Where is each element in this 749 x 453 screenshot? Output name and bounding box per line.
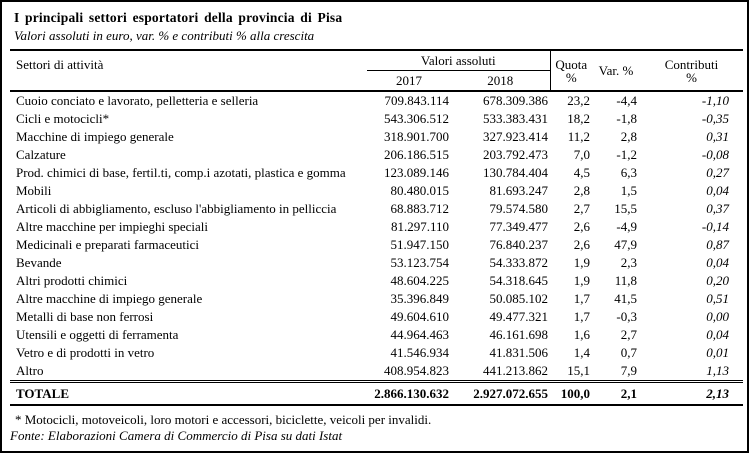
sector-cell: Metalli di base non ferrosi bbox=[16, 309, 154, 324]
var-cell: -4,9 bbox=[616, 219, 637, 234]
var-cell: -4,4 bbox=[616, 93, 637, 108]
page-subtitle: Valori assoluti in euro, var. % e contributi % alla crescita bbox=[14, 28, 315, 43]
sector-cell: Cuoio conciato e lavorato, pelletteria e selleria bbox=[16, 93, 259, 108]
quota-cell: 4,5 bbox=[573, 165, 590, 180]
table-row bbox=[10, 254, 743, 272]
contrib-cell: -0,14 bbox=[701, 219, 729, 234]
table-row bbox=[10, 110, 743, 128]
table-row bbox=[10, 362, 743, 382]
table-row bbox=[10, 91, 743, 110]
value-2017-cell: 49.604.610 bbox=[390, 309, 449, 324]
sector-cell: Altre macchine di impiego generale bbox=[16, 291, 203, 306]
value-2017-cell: 48.604.225 bbox=[390, 273, 449, 288]
contrib-cell: -0,35 bbox=[701, 111, 729, 126]
var-cell: 0,7 bbox=[620, 345, 637, 360]
table-row bbox=[10, 236, 743, 254]
total-quota-cell: 100,0 bbox=[550, 382, 592, 406]
sector-cell: Altro bbox=[16, 363, 44, 378]
value-2017-cell: 318.901.700 bbox=[384, 129, 449, 144]
var-cell: 7,9 bbox=[620, 363, 637, 378]
value-2018-cell: 77.349.477 bbox=[489, 219, 548, 234]
header-contributi-line1: Contributi bbox=[664, 56, 719, 72]
quota-cell: 15,1 bbox=[567, 363, 590, 378]
quota-cell: 2,6 bbox=[573, 219, 590, 234]
sector-cell: Articoli di abbigliamento, escluso l'abbigliamento in pelliccia bbox=[16, 201, 337, 216]
table-row bbox=[10, 200, 743, 218]
quota-cell: 2,6 bbox=[573, 237, 590, 252]
header-quota-line1: Quota bbox=[555, 56, 588, 72]
value-2017-cell: 206.186.515 bbox=[384, 147, 449, 162]
table-row bbox=[10, 164, 743, 182]
header-quota bbox=[550, 50, 592, 91]
total-label: TOTALE bbox=[10, 382, 367, 406]
header-contributi-line2: % bbox=[686, 69, 697, 85]
table-row bbox=[10, 308, 743, 326]
value-2018-cell: 50.085.102 bbox=[489, 291, 548, 306]
quota-cell: 1,4 bbox=[573, 345, 590, 360]
header-year-2018: 2018 bbox=[451, 71, 550, 92]
var-cell: 2,7 bbox=[620, 327, 637, 342]
value-2017-cell: 543.306.512 bbox=[384, 111, 449, 126]
quota-cell: 11,2 bbox=[567, 129, 590, 144]
value-2017-cell: 68.883.712 bbox=[390, 201, 449, 216]
value-2018-cell: 533.383.431 bbox=[483, 111, 548, 126]
total-2018-cell: 2.927.072.655 bbox=[451, 382, 550, 406]
value-2018-cell: 79.574.580 bbox=[489, 201, 548, 216]
contrib-cell: 0,27 bbox=[706, 165, 729, 180]
quota-cell: 1,7 bbox=[573, 291, 590, 306]
quota-cell: 1,9 bbox=[573, 255, 590, 270]
table-row bbox=[10, 272, 743, 290]
value-2017-cell: 123.089.146 bbox=[384, 165, 449, 180]
header-valori-assoluti: Valori assoluti bbox=[367, 50, 550, 71]
header-var: Var. % bbox=[592, 50, 640, 91]
quota-cell: 1,9 bbox=[573, 273, 590, 288]
contrib-cell: 0,04 bbox=[706, 255, 729, 270]
quota-cell: 1,7 bbox=[573, 309, 590, 324]
value-2017-cell: 408.954.823 bbox=[384, 363, 449, 378]
value-2018-cell: 54.318.645 bbox=[489, 273, 548, 288]
contrib-cell: 0,87 bbox=[706, 237, 729, 252]
value-2018-cell: 130.784.404 bbox=[483, 165, 548, 180]
header-sector: Settori di attività bbox=[10, 50, 367, 91]
footnote-asterisk: * Motocicli, motoveicoli, loro motori e accessori, biciclette, veicoli per invalidi. bbox=[15, 412, 432, 427]
table-row bbox=[10, 146, 743, 164]
sector-cell: Utensili e oggetti di ferramenta bbox=[16, 327, 179, 342]
var-cell: 2,8 bbox=[620, 129, 637, 144]
quota-cell: 18,2 bbox=[567, 111, 590, 126]
contrib-cell: 0,31 bbox=[706, 129, 729, 144]
quota-cell: 1,6 bbox=[573, 327, 590, 342]
quota-cell: 2,8 bbox=[573, 183, 590, 198]
contrib-cell: -1,10 bbox=[701, 93, 729, 108]
contrib-cell: 0,01 bbox=[706, 345, 729, 360]
sector-cell: Bevande bbox=[16, 255, 62, 270]
sector-cell: Cicli e motocicli* bbox=[16, 111, 110, 126]
var-cell: -0,3 bbox=[616, 309, 637, 324]
var-cell: 11,8 bbox=[614, 273, 637, 288]
value-2017-cell: 80.480.015 bbox=[390, 183, 449, 198]
value-2017-cell: 51.947.150 bbox=[390, 237, 449, 252]
sector-cell: Mobili bbox=[16, 183, 52, 198]
sector-cell: Macchine di impiego generale bbox=[16, 129, 174, 144]
footnote-source: Fonte: Elaborazioni Camera di Commercio di Pisa su dati Istat bbox=[10, 428, 343, 443]
value-2018-cell: 441.213.862 bbox=[483, 363, 548, 378]
sector-cell: Calzature bbox=[16, 147, 66, 162]
total-2017-cell: 2.866.130.632 bbox=[367, 382, 451, 406]
table-row bbox=[10, 344, 743, 362]
header-quota-line2: % bbox=[565, 69, 577, 85]
table-body bbox=[10, 91, 743, 382]
value-2017-cell: 44.964.463 bbox=[390, 327, 449, 342]
value-2018-cell: 327.923.414 bbox=[483, 129, 548, 144]
quota-cell: 23,2 bbox=[567, 93, 590, 108]
table-footer bbox=[10, 382, 743, 406]
var-cell: 2,3 bbox=[620, 255, 637, 270]
value-2018-cell: 203.792.473 bbox=[483, 147, 548, 162]
contrib-cell: 0,20 bbox=[706, 273, 729, 288]
var-cell: -1,8 bbox=[616, 111, 637, 126]
value-2017-cell: 53.123.754 bbox=[390, 255, 449, 270]
header-contributi bbox=[640, 50, 743, 91]
contrib-cell: 0,51 bbox=[706, 291, 729, 306]
contrib-cell: 0,00 bbox=[706, 309, 729, 324]
value-2017-cell: 81.297.110 bbox=[390, 219, 449, 234]
table-header bbox=[10, 50, 743, 91]
table-row bbox=[10, 218, 743, 236]
table-row bbox=[10, 326, 743, 344]
var-cell: 1,5 bbox=[620, 183, 637, 198]
total-contrib-cell: 2,13 bbox=[640, 382, 743, 406]
quota-cell: 7,0 bbox=[573, 147, 590, 162]
table-row bbox=[10, 128, 743, 146]
value-2018-cell: 678.309.386 bbox=[483, 93, 548, 108]
value-2017-cell: 709.843.114 bbox=[384, 93, 449, 108]
header-year-2017: 2017 bbox=[367, 71, 451, 92]
sector-cell: Prod. chimici di base, fertil.ti, comp.i azotati, plastica e gomma bbox=[16, 165, 346, 180]
quota-cell: 2,7 bbox=[573, 201, 590, 216]
value-2018-cell: 81.693.247 bbox=[489, 183, 548, 198]
table-row bbox=[10, 290, 743, 308]
exports-table bbox=[10, 49, 743, 406]
var-cell: 6,3 bbox=[620, 165, 637, 180]
value-2018-cell: 54.333.872 bbox=[489, 255, 548, 270]
value-2017-cell: 41.546.934 bbox=[390, 345, 449, 360]
table-row bbox=[10, 182, 743, 200]
value-2018-cell: 49.477.321 bbox=[489, 309, 548, 324]
sector-cell: Altri prodotti chimici bbox=[16, 273, 128, 288]
var-cell: 41,5 bbox=[614, 291, 637, 306]
total-var-cell: 2,1 bbox=[592, 382, 640, 406]
value-2017-cell: 35.396.849 bbox=[390, 291, 449, 306]
var-cell: -1,2 bbox=[616, 147, 637, 162]
total-row bbox=[10, 382, 743, 406]
contrib-cell: -0,08 bbox=[701, 147, 729, 162]
sector-cell: Medicinali e preparati farmaceutici bbox=[16, 237, 199, 252]
value-2018-cell: 46.161.698 bbox=[489, 327, 548, 342]
contrib-cell: 1,13 bbox=[706, 363, 729, 378]
var-cell: 47,9 bbox=[614, 237, 637, 252]
sector-cell: Vetro e di prodotti in vetro bbox=[16, 345, 155, 360]
sector-cell: Altre macchine per impieghi speciali bbox=[16, 219, 209, 234]
page-title: I principali settori esportatori della provincia di Pisa bbox=[14, 10, 343, 25]
contrib-cell: 0,04 bbox=[706, 183, 729, 198]
value-2018-cell: 41.831.506 bbox=[489, 345, 548, 360]
var-cell: 15,5 bbox=[614, 201, 637, 216]
value-2018-cell: 76.840.237 bbox=[489, 237, 548, 252]
contrib-cell: 0,04 bbox=[706, 327, 729, 342]
contrib-cell: 0,37 bbox=[706, 201, 729, 216]
